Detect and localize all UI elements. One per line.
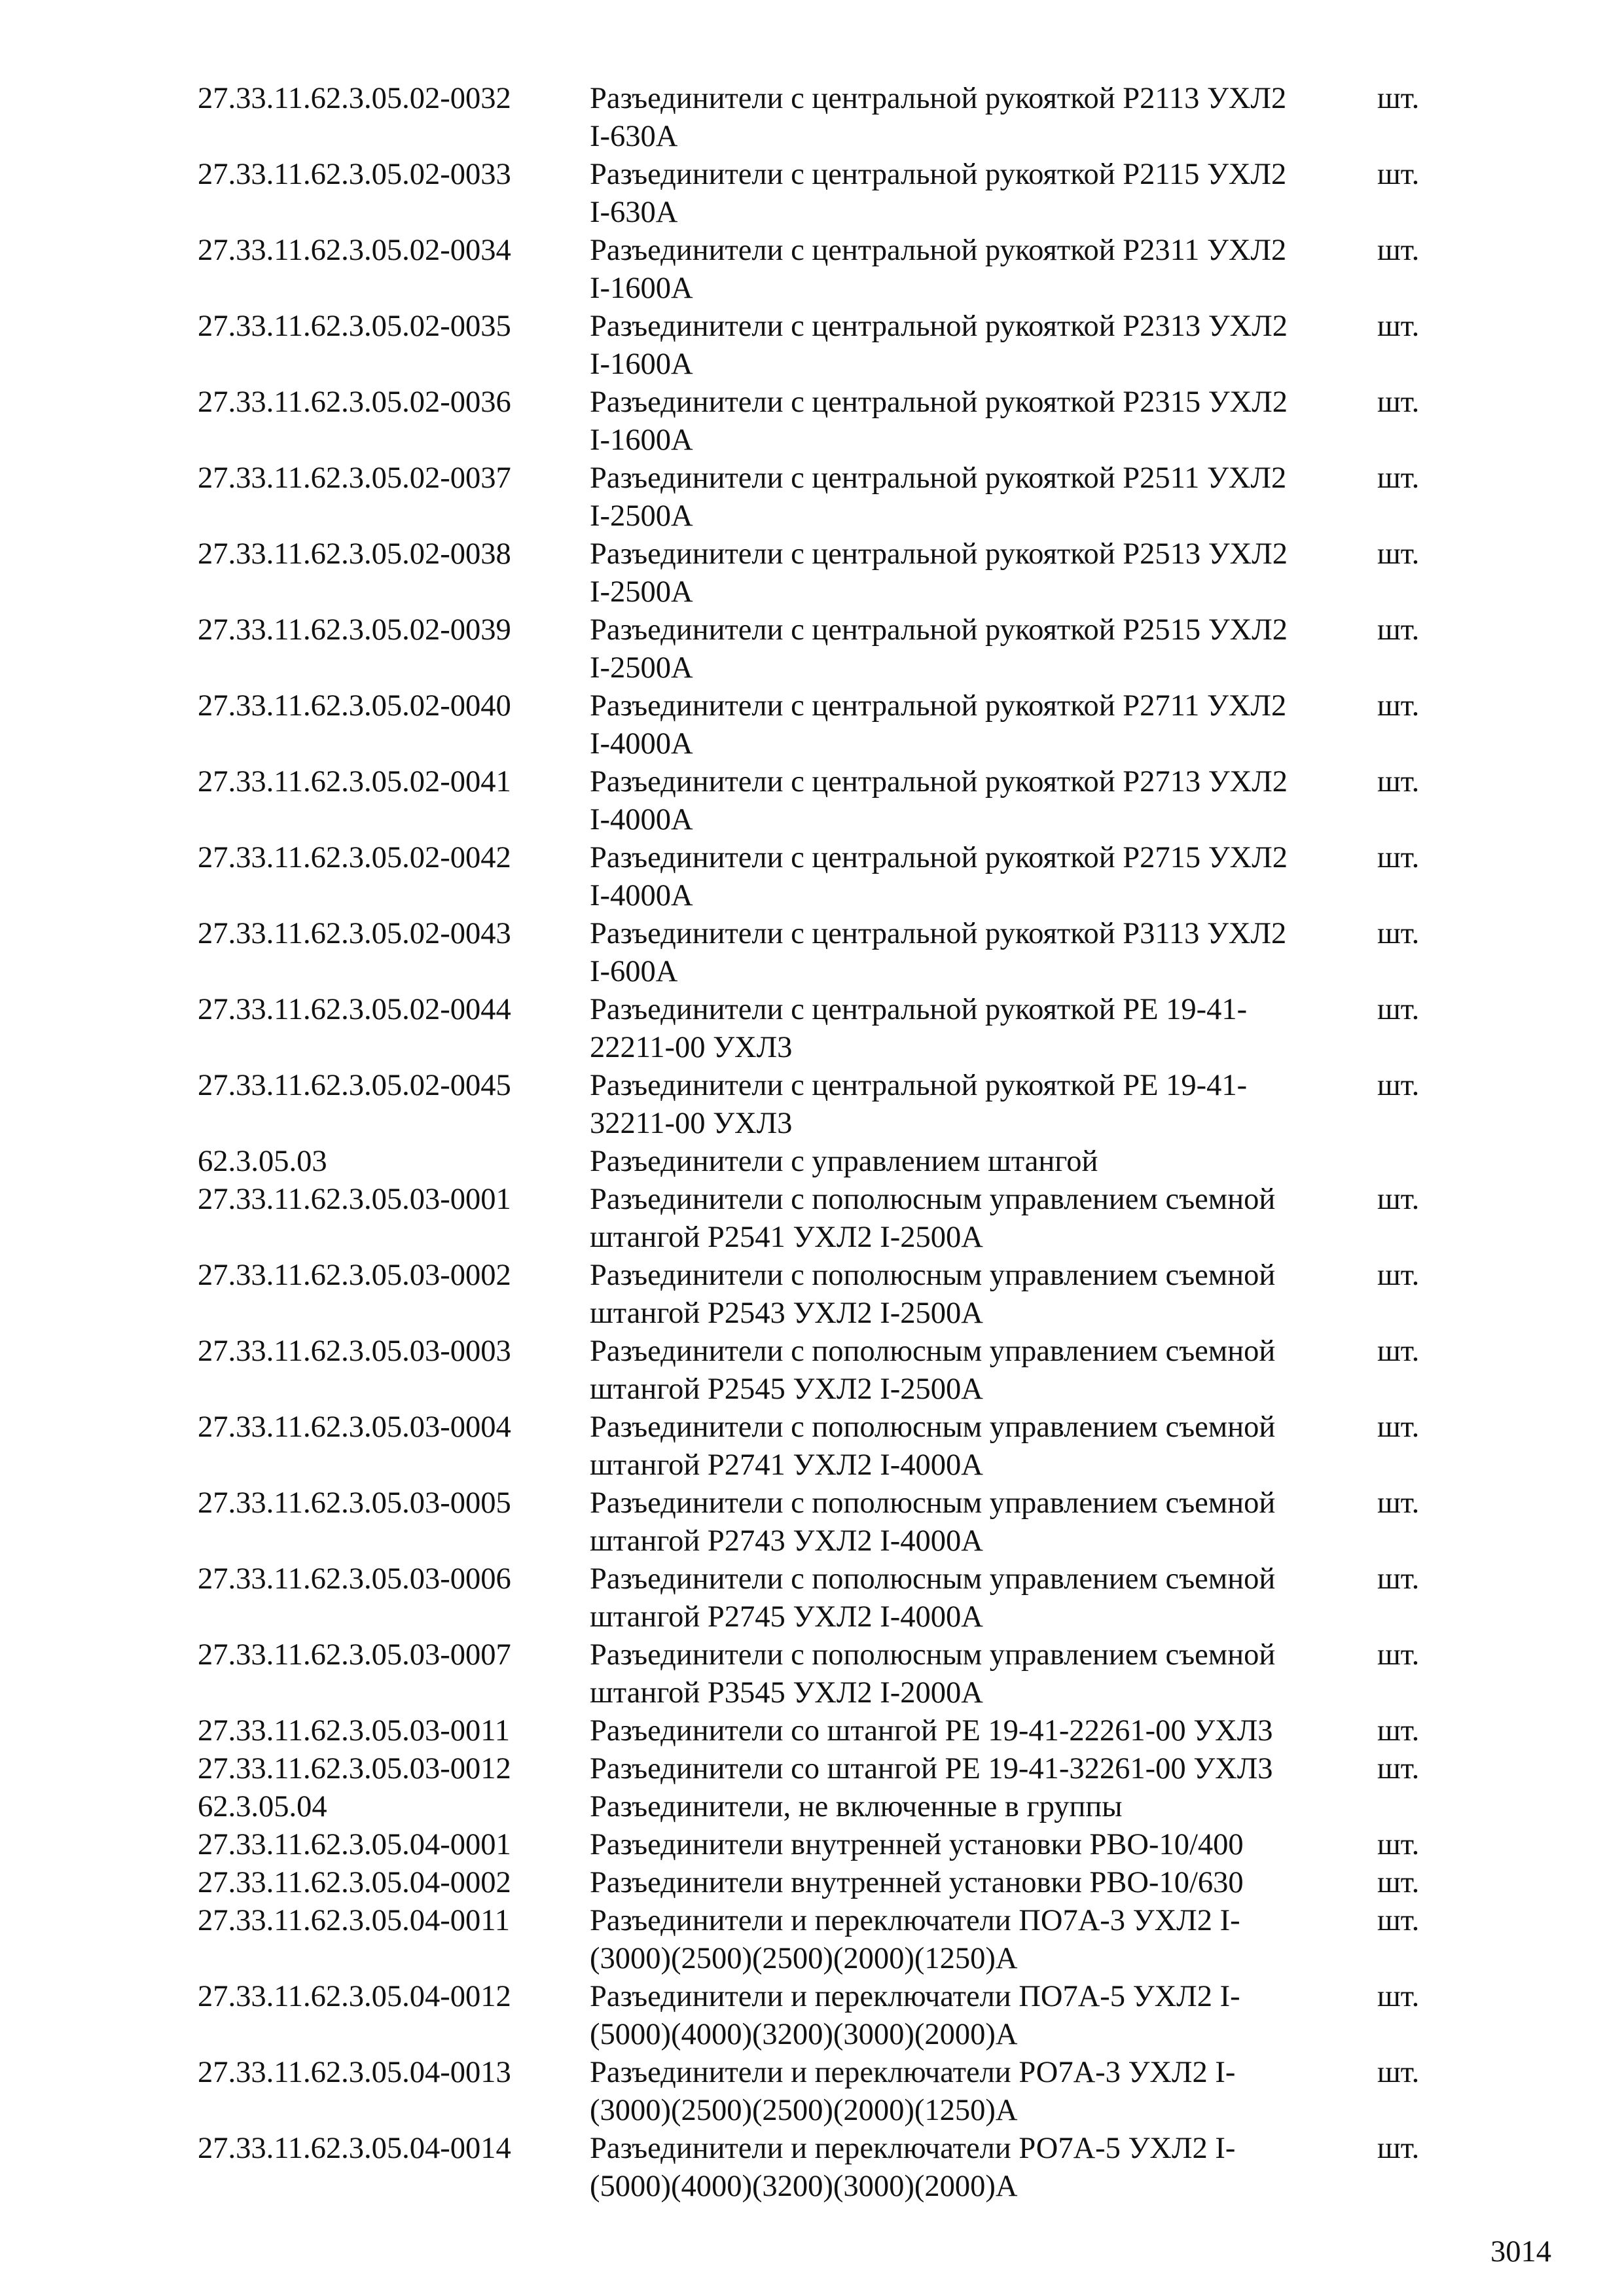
resource-name [590,1750,1377,1788]
resource-name-line: Разъединители с центральной рукояткой Р2713 УХЛ2 [590,765,1288,798]
unit-of-measure: шт. [1377,1259,1420,1292]
resource-name-line: Разъединители с центральной рукояткой Р2113 УХЛ2 [590,82,1287,115]
resource-name [590,1067,1377,1143]
resource-name-line: Разъединители и переключатели ПО7А-3 УХЛ2 I- [590,1904,1240,1937]
resource-name-line: (3000)(2500)(2500)(2000)(1250)А [590,2094,1018,2127]
resource-code: 62.3.05.03 [198,1145,327,1178]
resource-name [590,1560,1377,1636]
group-heading-row [198,1143,1441,1181]
resource-name [590,459,1377,535]
resource-name [590,80,1377,156]
unit-of-measure: шт. [1377,1410,1420,1444]
resource-name-line: Разъединители и переключатели РО7А-5 УХЛ2 I- [590,2132,1236,2165]
resource-name [590,1333,1377,1408]
unit-of-measure: шт. [1377,1752,1420,1785]
resource-name-line: Разъединители со штангой РЕ 19-41-22261-00 УХЛ3 [590,1714,1273,1748]
unit-of-measure: шт. [1377,158,1420,191]
resource-name [590,1902,1377,1978]
unit-of-measure: шт. [1377,1904,1420,1937]
resource-name [590,1408,1377,1484]
table-row [198,611,1441,687]
unit-of-measure: шт. [1377,2056,1420,2089]
resource-code: 27.33.11.62.3.05.02-0040 [198,689,511,723]
resource-name-line: I-1600А [590,272,693,305]
resource-name-line: Разъединители с центральной рукояткой Р3113 УХЛ2 [590,917,1287,950]
resource-name [590,232,1377,308]
classifier-table [198,80,1441,2206]
resource-name [590,535,1377,611]
resource-code: 27.33.11.62.3.05.02-0038 [198,537,511,571]
resource-code: 27.33.11.62.3.05.02-0045 [198,1069,511,1102]
resource-name [590,156,1377,232]
unit-of-measure: шт. [1377,1486,1420,1520]
resource-name [590,839,1377,915]
resource-name-line: Разъединители со штангой РЕ 19-41-32261-00 УХЛ3 [590,1752,1273,1785]
resource-name-line: Разъединители с центральной рукояткой РЕ 19-41- [590,1069,1248,1102]
resource-name [590,687,1377,763]
resource-name-line: Разъединители внутренней установки РВО-10/400 [590,1828,1244,1861]
resource-name-line: Разъединители и переключатели ПО7А-5 УХЛ2 I- [590,1980,1240,2013]
unit-of-measure: шт. [1377,1980,1420,2013]
unit-of-measure: шт. [1377,1866,1420,1899]
table-row [198,839,1441,915]
table-row [198,1978,1441,2054]
table-row [198,687,1441,763]
resource-name-line: Разъединители с центральной рукояткой Р2315 УХЛ2 [590,386,1288,419]
resource-code: 27.33.11.62.3.05.03-0005 [198,1486,511,1520]
resource-name-line: I-1600А [590,348,693,381]
table-row [198,2130,1441,2206]
resource-name [590,1636,1377,1712]
unit-of-measure: шт. [1377,613,1420,647]
resource-name-line: штангой Р2745 УХЛ2 I-4000А [590,1600,983,1634]
table-row [198,1712,1441,1750]
resource-name-line: Разъединители с центральной рукояткой Р2313 УХЛ2 [590,310,1288,343]
resource-code: 27.33.11.62.3.05.03-0003 [198,1335,511,1368]
resource-code: 27.33.11.62.3.05.02-0033 [198,158,511,191]
resource-name-line: Разъединители с центральной рукояткой Р2711 УХЛ2 [590,689,1287,723]
table-row [198,1636,1441,1712]
resource-code: 27.33.11.62.3.05.02-0042 [198,841,511,874]
resource-name [590,1978,1377,2054]
table-row [198,1408,1441,1484]
resource-name-line: штангой Р2545 УХЛ2 I-2500А [590,1372,983,1406]
resource-name [590,384,1377,459]
resource-code: 27.33.11.62.3.05.02-0035 [198,310,511,343]
unit-of-measure: шт. [1377,1828,1420,1861]
resource-name-line: Разъединители с пополюсным управлением съемной [590,1410,1276,1444]
resource-name-line: Разъединители с центральной рукояткой Р2515 УХЛ2 [590,613,1288,647]
resource-code: 27.33.11.62.3.05.04-0011 [198,1904,511,1937]
resource-code: 62.3.05.04 [198,1790,327,1823]
unit-of-measure: шт. [1377,1714,1420,1748]
resource-name-line: 32211-00 УХЛ3 [590,1107,793,1140]
resource-code: 27.33.11.62.3.05.02-0037 [198,461,511,495]
table-row [198,915,1441,991]
unit-of-measure: шт. [1377,1562,1420,1596]
unit-of-measure: шт. [1377,386,1420,419]
unit-of-measure: шт. [1377,234,1420,267]
table-row [198,535,1441,611]
resource-name-line: I-4000А [590,803,693,836]
resource-name-line: Разъединители с центральной рукояткой Р2311 УХЛ2 [590,234,1287,267]
unit-of-measure: шт. [1377,993,1420,1026]
resource-name [590,1788,1377,1826]
resource-code: 27.33.11.62.3.05.03-0004 [198,1410,511,1444]
unit-of-measure: шт. [1377,1069,1420,1102]
resource-name-line: Разъединители с пополюсным управлением съемной [590,1486,1276,1520]
resource-code: 27.33.11.62.3.05.04-0012 [198,1980,511,2013]
table-row [198,80,1441,156]
table-row [198,232,1441,308]
resource-name-line: I-2500А [590,499,693,533]
table-row [198,1864,1441,1902]
unit-of-measure: шт. [1377,2132,1420,2165]
resource-code: 27.33.11.62.3.05.04-0001 [198,1828,511,1861]
resource-name-line: штангой Р2741 УХЛ2 I-4000А [590,1448,983,1482]
resource-name [590,1143,1377,1181]
resource-name [590,915,1377,991]
resource-code: 27.33.11.62.3.05.04-0013 [198,2056,511,2089]
resource-name [590,2054,1377,2130]
resource-name-line: Разъединители и переключатели РО7А-3 УХЛ2 I- [590,2056,1236,2089]
resource-name-line: Разъединители с центральной рукояткой Р2115 УХЛ2 [590,158,1287,191]
resource-code: 27.33.11.62.3.05.03-0012 [198,1752,511,1785]
resource-code: 27.33.11.62.3.05.03-0006 [198,1562,511,1596]
table-row [198,991,1441,1067]
resource-name [590,1181,1377,1257]
table-row [198,1333,1441,1408]
unit-of-measure: шт. [1377,1183,1420,1216]
resource-name-line: Разъединители с центральной рукояткой РЕ 19-41- [590,993,1248,1026]
unit-of-measure: шт. [1377,917,1420,950]
resource-name-line: штангой Р2541 УХЛ2 I-2500А [590,1221,983,1254]
resource-code: 27.33.11.62.3.05.03-0011 [198,1714,511,1748]
resource-name [590,1257,1377,1333]
resource-code: 27.33.11.62.3.05.03-0002 [198,1259,511,1292]
resource-code: 27.33.11.62.3.05.02-0034 [198,234,511,267]
table-row [198,1560,1441,1636]
unit-of-measure: шт. [1377,1335,1420,1368]
table-row [198,384,1441,459]
resource-name-line: Разъединители внутренней установки РВО-10/630 [590,1866,1244,1899]
table-row [198,763,1441,839]
resource-name-line: Разъединители с управлением штангой [590,1145,1098,1178]
resource-name-line: I-600А [590,955,678,988]
table-row [198,1902,1441,1978]
unit-of-measure: шт. [1377,841,1420,874]
table-row [198,308,1441,384]
unit-of-measure: шт. [1377,1638,1420,1672]
resource-name-line: I-630А [590,120,678,153]
resource-code: 27.33.11.62.3.05.04-0002 [198,1866,511,1899]
group-heading-row [198,1788,1441,1826]
table-row [198,1181,1441,1257]
resource-name-line: (5000)(4000)(3200)(3000)(2000)А [590,2018,1018,2051]
resource-name [590,611,1377,687]
resource-name [590,991,1377,1067]
resource-name-line: (5000)(4000)(3200)(3000)(2000)А [590,2170,1018,2203]
resource-name [590,308,1377,384]
resource-code: 27.33.11.62.3.05.02-0036 [198,386,511,419]
resource-name-line: Разъединители с пополюсным управлением съемной [590,1259,1276,1292]
resource-name-line: (3000)(2500)(2500)(2000)(1250)А [590,1942,1018,1975]
resource-name-line: Разъединители, не включенные в группы [590,1790,1123,1823]
resource-name-line: I-1600А [590,423,693,457]
resource-code: 27.33.11.62.3.05.02-0032 [198,82,511,115]
unit-of-measure: шт. [1377,765,1420,798]
resource-name [590,1826,1377,1864]
resource-name-line: 22211-00 УХЛ3 [590,1031,793,1064]
resource-code: 27.33.11.62.3.05.02-0043 [198,917,511,950]
resource-name-line: Разъединители с центральной рукояткой Р2511 УХЛ2 [590,461,1287,495]
page-number: 3014 [1490,2235,1551,2269]
resource-name [590,2130,1377,2206]
unit-of-measure: шт. [1377,310,1420,343]
resource-name-line: Разъединители с центральной рукояткой Р2513 УХЛ2 [590,537,1288,571]
resource-name-line: Разъединители с пополюсным управлением съемной [590,1562,1276,1596]
resource-name-line: Разъединители с пополюсным управлением съемной [590,1638,1276,1672]
unit-of-measure: шт. [1377,461,1420,495]
unit-of-measure: шт. [1377,82,1420,115]
table-row [198,1826,1441,1864]
resource-code: 27.33.11.62.3.05.03-0007 [198,1638,511,1672]
unit-of-measure: шт. [1377,689,1420,723]
resource-name [590,1712,1377,1750]
table-row [198,1750,1441,1788]
resource-code: 27.33.11.62.3.05.02-0044 [198,993,511,1026]
table-row [198,1484,1441,1560]
resource-name-line: I-4000А [590,879,693,912]
unit-of-measure: шт. [1377,537,1420,571]
resource-name-line: штангой Р2543 УХЛ2 I-2500А [590,1297,983,1330]
resource-name-line: I-2500А [590,651,693,685]
resource-code: 27.33.11.62.3.05.02-0039 [198,613,511,647]
resource-name [590,1864,1377,1902]
table-row [198,1067,1441,1143]
resource-code: 27.33.11.62.3.05.03-0001 [198,1183,511,1216]
resource-name-line: Разъединители с пополюсным управлением съемной [590,1183,1276,1216]
resource-name-line: I-630А [590,196,678,229]
table-row [198,1257,1441,1333]
resource-code: 27.33.11.62.3.05.04-0014 [198,2132,511,2165]
table-row [198,156,1441,232]
resource-name-line: штангой Р3545 УХЛ2 I-2000А [590,1676,983,1710]
resource-name [590,1484,1377,1560]
resource-code: 27.33.11.62.3.05.02-0041 [198,765,511,798]
resource-name-line: I-4000А [590,727,693,761]
resource-name-line: штангой Р2743 УХЛ2 I-4000А [590,1524,983,1558]
resource-name-line: Разъединители с центральной рукояткой Р2715 УХЛ2 [590,841,1288,874]
table-row [198,459,1441,535]
resource-name-line: I-2500А [590,575,693,609]
table-row [198,2054,1441,2130]
resource-name-line: Разъединители с пополюсным управлением съемной [590,1335,1276,1368]
resource-name [590,763,1377,839]
